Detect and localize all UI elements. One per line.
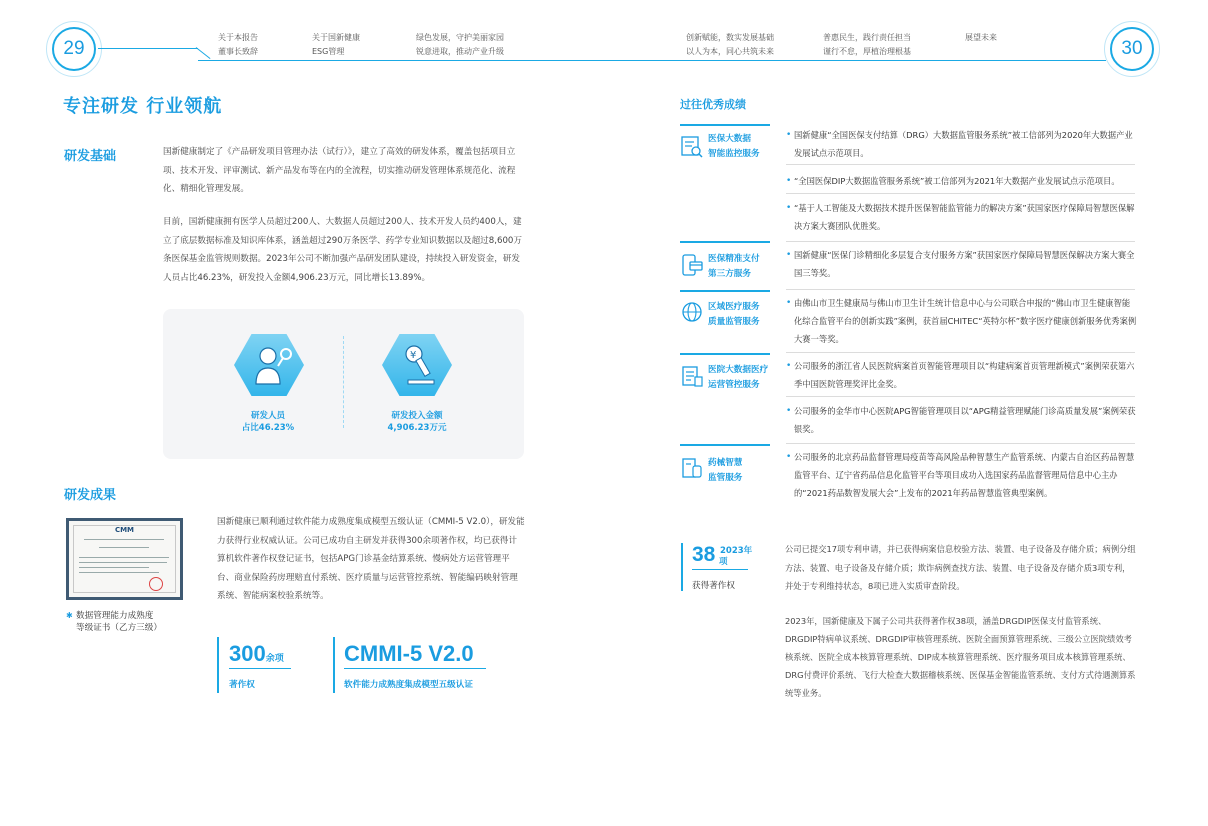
item-separator (786, 164, 1135, 165)
achievements-heading: 过往优秀成绩 (680, 98, 746, 111)
nav-item-label: ESG管理 (312, 47, 345, 56)
achievement-item: • 由佛山市卫生健康局与佛山市卫生计生统计信息中心与公司联合申报的“佛山市卫生健康智能化综合监管平台的创新实践”案例，获首届CHITEC“英特尔杯”数字医疗健康创新服务优秀案例大赛一等奖。 (786, 294, 1138, 348)
item-separator (786, 352, 1135, 353)
num1-bar (217, 637, 219, 693)
nav-about-report[interactable] (218, 31, 258, 59)
rd-base-heading: 研发基础 (64, 149, 117, 164)
num2-bar (333, 637, 335, 693)
category-label-line: 质量监管服务 (708, 317, 760, 327)
header-line-slant (196, 47, 211, 59)
category-label-line: 运营管控服务 (708, 380, 760, 390)
certificate-line (79, 557, 169, 558)
patent-para-1: 公司已提交17项专利申请，并已获得病案信息校验方法、装置、电子设备及存储介质；病例分组方法、装置、电子设备及存储介质；欺诈病例查找方法、装置、电子设备及存储介质3项专利，并处于专利维持状态，8项已进入实质审查阶段。 (785, 544, 1136, 591)
achievement-item: • 公司服务的浙江省人民医院病案首页智能管理项目以“构建病案首页管理新模式”案例荣获第六季中国医院管理奖评比金奖。 (786, 357, 1138, 393)
copyright-count (229, 641, 284, 667)
category-label (708, 252, 760, 282)
rd-results-para: 国新健康已顺利通过软件能力成熟度集成模型五级认证（CMMI-5 V2.0），研发能力获得行业权威认证。公司已成功自主研发并获得300余项著作权，均已获得计算机软件著作权登记证书，包括APG门诊基金结算系统、慢病处方运营管理平台、商业保险药房理赔直付系统、医疗质量与运营管控系统、智能编码映射管理系统、智能病案校验系统等。 (217, 517, 525, 601)
achievement-item: • “基于人工智能及大数据技术提升医保智能监管能力的解决方案”获国家医疗保障局智慧医保解决方案大赛团队优胜奖。 (786, 199, 1138, 235)
copyright-label: 著作权 (229, 680, 255, 690)
rd-results-heading: 研发成果 (64, 488, 117, 503)
patent-para-2: 2023年，国新健康及下属子公司共获得著作权38项，涵盖DRGDIP医保支付监管系统、DRGDIP特病单议系统、DRGDIP审核管理系统、医院全面预算管理系统、三级公立医院绩效考核系统、医院全成本核算管理系统、DIP成本核算管理系统、医疗服务项目成本核算管理系统、DRG付费评价系统、飞行大检查大数据稽核系统、医保基金智能监管系统、支付方式待遇测算系统等业务。 (785, 616, 1136, 698)
nav-innovation[interactable] (686, 31, 774, 59)
achievement-item: • 国新健康“全国医保支付结算（DRG）大数据监管服务系统”被工信部列为2020年大数据产业发展试点示范项目。 (786, 126, 1138, 162)
item-separator (786, 443, 1135, 444)
certificate-image (66, 518, 183, 600)
cmmi-label: 软件能力成熟度集成模型五级认证 (344, 680, 473, 690)
category-label-line: 医保大数据 (708, 134, 751, 144)
category-label (708, 363, 768, 393)
rd-base-para-2: 目前，国新健康拥有医学人员超过200人、大数据人员超过200人、技术开发人员约400人，建立了底层数据标准及知识库体系，涵盖超过290万条医学、药学专业知识数据以及超过8,600万条医保基金监管规则数据。2023年公司不断加强产品研发团队建设，持续投入研发资金，研发人员占比46.23%，研发投入金额4,906.23万元，同比增长13.89%。 (163, 217, 522, 283)
nav-outlook[interactable] (965, 31, 997, 45)
num2-underline (344, 668, 486, 669)
drug-supervision-icon (680, 456, 704, 480)
category-label (708, 132, 760, 162)
stat-value: 4,906.23万元 (387, 423, 447, 433)
category-label (708, 300, 760, 330)
category-label-line: 药械智慧 (708, 458, 743, 468)
item-separator (786, 241, 1135, 242)
nav-item-label: 普惠民生，践行责任担当 (823, 33, 911, 42)
page-number-right: 30 (1110, 27, 1154, 71)
stat-label: 研发投入金额 (391, 411, 443, 421)
achievement-item: • 公司服务的金华市中心医院APG智能管理项目以“APG精益管理赋能门诊高质量发展”案例荣获银奖。 (786, 402, 1138, 438)
achievement-item: • 国新健康“医保门诊精细化多层复合支付服务方案”获国家医疗保障局智慧医保解决方案大赛全国三等奖。 (786, 246, 1138, 282)
patent-label: 获得著作权 (692, 581, 735, 591)
svg-text:¥: ¥ (410, 350, 417, 361)
certificate-line (79, 562, 167, 563)
nav-item-label: 关于国新健康 (312, 33, 360, 42)
nav-green[interactable] (416, 31, 504, 59)
header-line-left (98, 48, 198, 49)
category-label-line: 医院大数据医疗 (708, 365, 769, 375)
category-label-line: 医保精准支付 (708, 254, 760, 264)
category-divider (680, 241, 770, 243)
caption-line: 数据管理能力成熟度 (76, 611, 154, 621)
num1-underline (229, 668, 291, 669)
certificate-line (84, 539, 164, 540)
certificate-caption (76, 610, 162, 634)
patent-count: 38 (692, 543, 716, 566)
patent-year: 2023年 (720, 546, 753, 556)
nav-item-label: 董事长致辞 (218, 47, 258, 56)
copyright-count-number: 300 (229, 641, 266, 666)
microscope-money-icon (394, 340, 446, 392)
stat-value: 占比46.23% (241, 423, 295, 433)
item-separator (786, 396, 1135, 397)
certificate-header: CMM (114, 526, 135, 534)
page-title: 专注研发 行业领航 (63, 96, 223, 117)
certificate-line (79, 572, 159, 573)
payment-icon (680, 253, 704, 277)
certificate-line (99, 547, 149, 548)
nav-welfare[interactable] (823, 31, 911, 59)
page-number-left: 29 (52, 27, 96, 71)
category-divider (680, 444, 770, 446)
nav-item-label: 展望未来 (965, 33, 997, 42)
nav-item-label: 绿色发展，守护美丽家园 (416, 33, 504, 42)
nav-item-label: 谨行不怠，厚植治理根基 (823, 47, 911, 56)
caption-line: 等级证书（乙方三级） (76, 623, 162, 633)
nav-item-label: 以人为本，同心共筑未来 (686, 47, 774, 56)
category-divider (680, 290, 770, 292)
globe-icon (680, 300, 704, 324)
stats-divider (343, 336, 344, 428)
stat-researchers (208, 410, 328, 434)
caption-star-icon: ✱ (66, 611, 73, 620)
hospital-data-icon (680, 364, 704, 388)
achievement-item: • “全国医保DIP大数据监管服务系统”被工信部列为2021年大数据产业发展试点示范项目。 (786, 172, 1138, 190)
category-label-line: 第三方服务 (708, 269, 751, 279)
data-monitor-icon (680, 135, 704, 159)
nav-item-label: 创新赋能，数实发展基础 (686, 33, 774, 42)
stat-label: 研发人员 (250, 411, 285, 421)
patent-unit: 项 (719, 557, 728, 567)
category-divider (680, 353, 770, 355)
nav-about-company[interactable] (312, 31, 360, 59)
researcher-icon (246, 340, 298, 392)
item-separator (786, 289, 1135, 290)
patent-underline (692, 569, 748, 570)
category-label-line: 智能监控服务 (708, 149, 760, 159)
rd-base-para-1: 国新健康制定了《产品研发项目管理办法（试行）》，建立了高效的研发体系，覆盖包括项目立项、技术开发、评审测试、新产品发布等在内的全流程，切实推动研发管理体系规范化、流程化、精细化管理发展。 (163, 147, 516, 194)
copyright-count-unit: 余项 (265, 653, 284, 663)
stat-investment (357, 410, 477, 434)
category-label-line: 监管服务 (708, 473, 743, 483)
patent-bar (681, 543, 683, 591)
certificate-seal (149, 577, 163, 591)
item-separator (786, 193, 1135, 194)
category-divider (680, 124, 770, 126)
category-label (708, 456, 742, 486)
header-line-main (198, 60, 1106, 61)
nav-item-label: 关于本报告 (218, 33, 258, 42)
nav-item-label: 锐意进取，推动产业升级 (416, 47, 504, 56)
achievement-item: • 公司服务的北京药品监督管理局疫苗等高风险品种智慧生产监管系统、内蒙古自治区药品智慧监管平台、辽宁省药品信息化监管平台等项目成功入选国家药品监督管理局信息中心主办的“2021药品数智发展大会”上发布的2021年药品智慧监管典型案例。 (786, 448, 1138, 502)
certificate-line (79, 567, 149, 568)
cmmi-level: CMMI-5 V2.0 (344, 641, 474, 666)
category-label-line: 区域医疗服务 (708, 302, 760, 312)
